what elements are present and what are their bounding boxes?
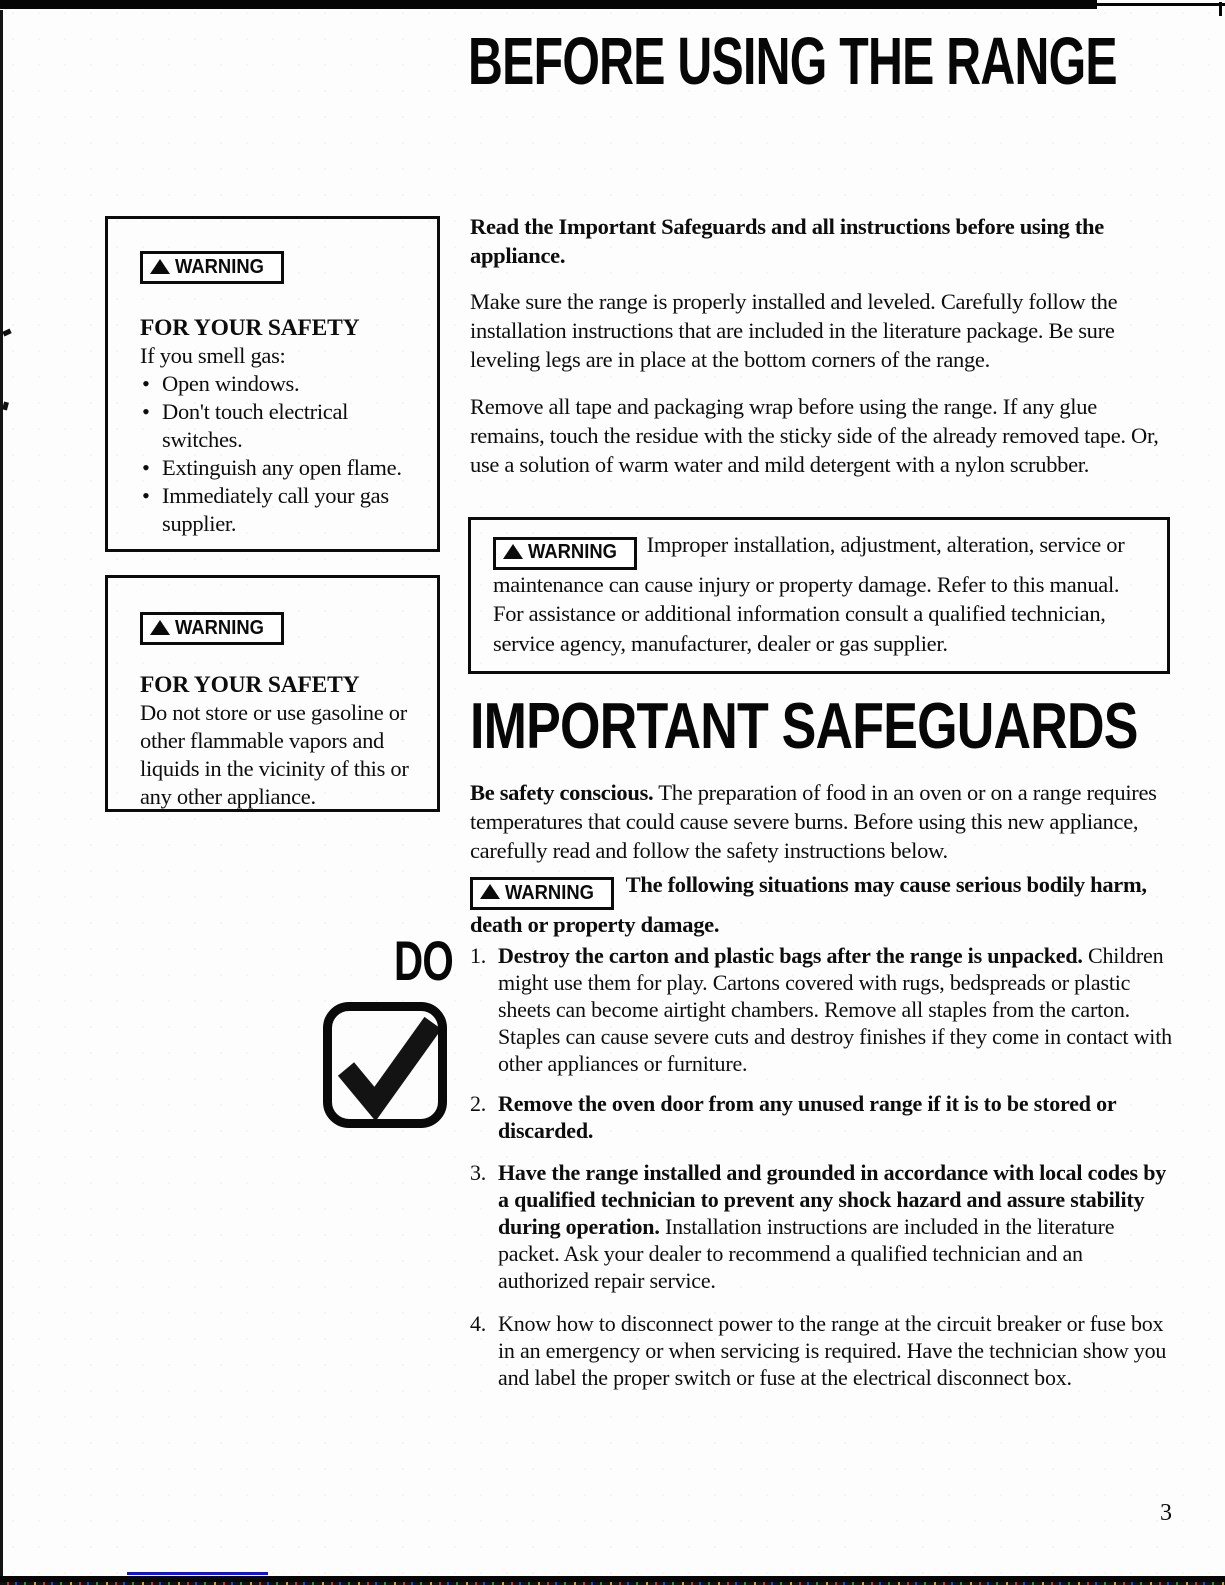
item-number: 1. [470, 943, 487, 968]
read-safeguards-note: Read the Important Safeguards and all instructions before using the appliance. [470, 214, 1104, 268]
warning-badge [470, 877, 614, 910]
list-item: • Open windows. [140, 370, 425, 398]
installation-paragraph: Make sure the range is properly installed and leveled. Carefully follow the installation instructions that are included in the literature package. Be sure leveling legs are in place at the bottom corners of the range. [470, 289, 1118, 372]
page-title: BEFORE USING THE RANGE [468, 24, 1117, 99]
scan-left-edge-line [0, 10, 3, 1576]
list-item [470, 1090, 1176, 1144]
scan-speck [2, 401, 9, 410]
scan-speck [2, 329, 11, 337]
list-item: • Immediately call your gas supplier. [140, 482, 425, 538]
warning-lead-text: The following situations may cause serious bodily harm, death or property damage. [470, 872, 1147, 937]
scan-blue-line [127, 1572, 268, 1575]
box-body: Do not store or use gasoline or other flammable vapors and liquids in the vicinity of this or any other appliance. [140, 700, 409, 809]
warning-triangle-icon [480, 884, 500, 899]
scan-top-right-tick [1219, 2, 1222, 16]
do-checkbox [323, 1002, 447, 1128]
list-item: • Don't touch electrical switches. [140, 398, 425, 454]
item-bold: Destroy the carton and plastic bags after the range is unpacked. [498, 943, 1083, 968]
box-heading: FOR YOUR SAFETY [140, 672, 360, 698]
safety-lead-bold: Be safety conscious. [470, 780, 654, 805]
list-item [470, 1159, 1176, 1294]
scan-top-bar [0, 0, 1097, 9]
item-bold: Have the range installed and grounded in accordance with local codes by a qualified technician to prevent any shock hazard and assure stability during operation. [498, 1160, 1167, 1239]
warning-badge [140, 251, 284, 284]
checkmark-icon [332, 1011, 438, 1119]
warning-badge-label: WARNING [175, 616, 264, 639]
warning-triangle-icon [150, 259, 170, 274]
warning-badge-label: WARNING [175, 255, 264, 278]
item-rest: Installation instructions are included in the literature packet. Ask your dealer to recommend a qualified technician and an authorized repair service. [498, 1214, 1115, 1293]
warning-badge-label: WARNING [505, 881, 594, 904]
item-text [498, 1090, 1176, 1144]
warning-box-body: Improper installation, adjustment, alteration, service or maintenance can cause injury or property damage. Refer to this manual. For assistance or additional information consult a qualified technician, service agency, manufacturer, dealer or gas supplier. [493, 532, 1125, 656]
installation-warning-text [493, 530, 1151, 658]
safeguard-list [470, 942, 1176, 1404]
box-intro: If you smell gas: [140, 343, 286, 368]
flammables-warning-box [105, 575, 440, 812]
warning-triangle-icon [150, 620, 170, 635]
item-number: 4. [470, 1311, 487, 1336]
do-label: DO [394, 929, 454, 992]
warning-triangle-icon [503, 544, 523, 559]
list-item: • Extinguish any open flame. [140, 454, 425, 482]
warning-badge [493, 537, 637, 570]
packaging-paragraph: Remove all tape and packaging wrap before using the range. If any glue remains, touch the residue with the sticky side of the already removed tape. Or, use a solution of warm water and mild detergent with a nylon scrubber. [470, 394, 1159, 477]
safety-conscious-paragraph [470, 778, 1175, 865]
warning-badge-label: WARNING [528, 540, 617, 563]
item-rest: Children might use them for play. Cartons covered with rugs, bedspreads or plastic sheets can become airtight chambers. Remove all staples from the carton. Staples can cause severe cuts and destroy finishes if they come in contact with other appliances or furniture. [498, 943, 1172, 1076]
scan-bottom-bar [0, 1576, 1225, 1585]
important-safeguards-heading: IMPORTANT SAFEGUARDS [470, 689, 1138, 762]
box-heading: FOR YOUR SAFETY [140, 315, 360, 341]
page-number: 3 [1160, 1500, 1172, 1526]
list-item [470, 1310, 1176, 1391]
scan-top-bar-thin [1090, 3, 1225, 6]
situations-warning-line [470, 870, 1175, 940]
item-bold: Remove the oven door from any unused range if it is to be stored or discarded. [498, 1091, 1117, 1143]
gas-safety-warning-box [105, 216, 440, 552]
gas-safety-bullet-list [140, 370, 425, 538]
item-text [498, 942, 1176, 1077]
item-text [498, 1159, 1176, 1294]
safety-lead-rest: The preparation of food in an oven or on a range requires temperatures that could cause severe burns. Before using this new appliance, carefully read and follow the safety instructions below. [470, 780, 1157, 863]
item-rest: Know how to disconnect power to the range at the circuit breaker or fuse box in an emergency or when servicing is required. Have the technician show you and label the proper switch or fuse at the electrical disconnect box. [498, 1311, 1167, 1390]
warning-badge [140, 612, 284, 645]
installation-warning-box [468, 517, 1170, 674]
item-text [498, 1310, 1176, 1391]
item-number: 3. [470, 1160, 487, 1185]
list-item [470, 942, 1176, 1077]
item-number: 2. [470, 1091, 487, 1116]
